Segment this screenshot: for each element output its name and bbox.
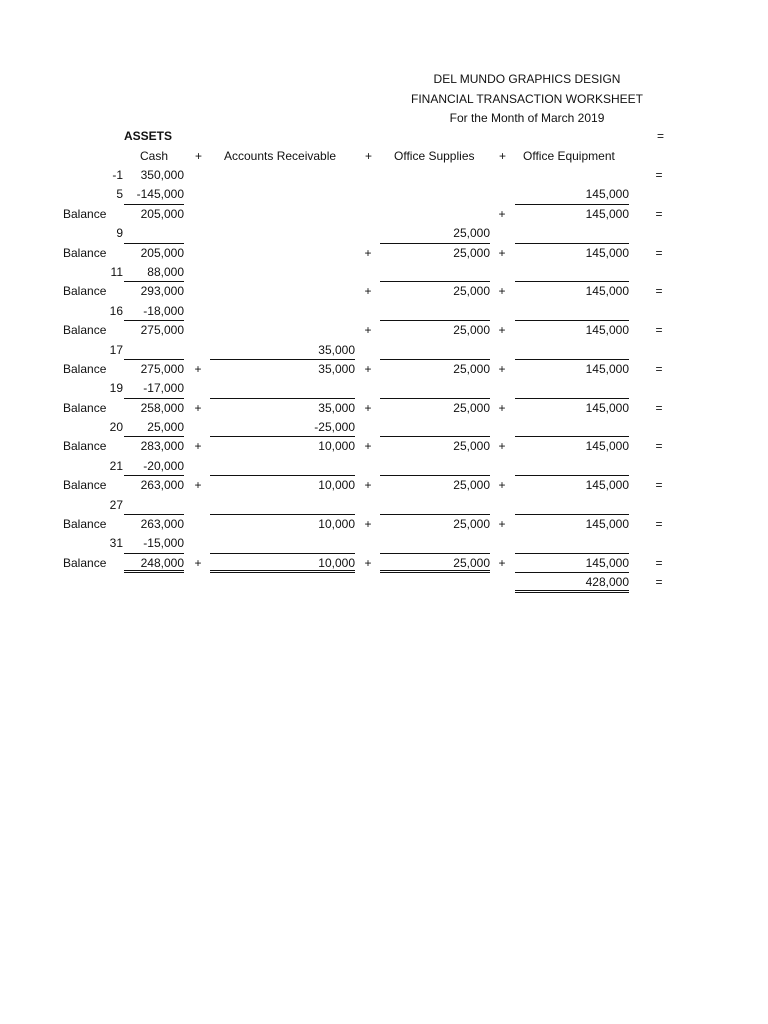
office-supplies-amount — [380, 302, 490, 321]
ledger-row — [0, 302, 768, 321]
plus-sign-header: + — [365, 149, 373, 163]
balance-label: Balance — [63, 517, 107, 532]
equals-sign-header: = — [657, 129, 665, 143]
plus-sign: + — [364, 478, 372, 493]
cash-amount: 263,000 — [140, 517, 184, 532]
plus-sign: + — [364, 284, 372, 299]
plus-sign: + — [498, 206, 506, 221]
accounts-receivable-amount: 35,000 — [318, 361, 355, 376]
ledger-row — [0, 263, 768, 282]
ledger-row — [0, 244, 768, 263]
ledger-row — [0, 282, 768, 301]
plus-sign: + — [364, 439, 372, 454]
office-supplies-amount: 25,000 — [453, 400, 490, 415]
office-equipment-amount — [515, 341, 629, 360]
office-supplies-amount — [380, 341, 490, 360]
cash-amount: 25,000 — [124, 418, 184, 437]
balance-label: Balance — [63, 439, 107, 454]
accounts-receivable-amount — [210, 534, 355, 553]
cash-amount: 205,000 — [140, 245, 184, 260]
equals-sign: = — [655, 245, 663, 260]
office-equipment-amount: 145,000 — [585, 284, 629, 299]
accounts-receivable-amount — [210, 496, 355, 515]
transaction-day: 31 — [109, 536, 123, 551]
cash-amount: -145,000 — [124, 185, 184, 204]
office-equipment-amount: 145,000 — [585, 361, 629, 376]
plus-sign: + — [498, 284, 506, 299]
plus-sign: + — [498, 323, 506, 338]
office-supplies-amount: 25,000 — [453, 245, 490, 260]
transaction-day: 17 — [109, 342, 123, 357]
cash-amount: -17,000 — [124, 379, 184, 398]
equals-sign: = — [655, 168, 663, 182]
office-supplies-amount: 25,000 — [380, 554, 490, 573]
accounts-receivable-amount — [210, 379, 355, 398]
office-supplies-amount — [380, 457, 490, 476]
balance-label: Balance — [63, 323, 107, 338]
plus-sign-header: + — [499, 149, 507, 163]
plus-sign: + — [498, 400, 506, 415]
office-supplies-amount: 25,000 — [380, 224, 490, 243]
office-supplies-amount: 25,000 — [453, 284, 490, 299]
ledger-row — [0, 360, 768, 379]
accounts-receivable-amount: 10,000 — [318, 439, 355, 454]
transaction-day: 21 — [109, 458, 123, 473]
office-supplies-amount: 25,000 — [453, 478, 490, 493]
plus-sign: + — [364, 361, 372, 376]
accounts-receivable-amount: 35,000 — [318, 400, 355, 415]
ledger-row — [0, 341, 768, 360]
office-equipment-amount: 145,000 — [585, 400, 629, 415]
ledger-row — [0, 534, 768, 553]
equals-sign: = — [655, 323, 663, 338]
ledger-row — [0, 554, 768, 573]
office-equipment-amount: 145,000 — [585, 206, 629, 221]
plus-sign: + — [194, 361, 202, 376]
ledger-row — [0, 437, 768, 456]
office-equipment-amount: 145,000 — [585, 323, 629, 338]
plus-sign: + — [498, 439, 506, 454]
office-equipment-amount — [515, 457, 629, 476]
ledger-row — [0, 205, 768, 224]
office-supplies-amount — [380, 379, 490, 398]
accounts-receivable-amount — [210, 457, 355, 476]
cash-amount: -18,000 — [124, 302, 184, 321]
worksheet-title: FINANCIAL TRANSACTION WORKSHEET — [410, 91, 644, 106]
office-supplies-amount — [380, 263, 490, 282]
office-supplies-amount — [380, 418, 490, 437]
cash-amount: -20,000 — [124, 457, 184, 476]
office-equipment-amount: 145,000 — [585, 478, 629, 493]
office-supplies-amount — [380, 534, 490, 553]
balance-label: Balance — [63, 245, 107, 260]
plus-sign: + — [194, 555, 202, 570]
office-equipment-amount — [515, 302, 629, 321]
office-supplies-amount: 25,000 — [453, 439, 490, 454]
equals-sign: = — [655, 361, 663, 376]
office-equipment-amount — [515, 224, 629, 243]
plus-sign: + — [364, 245, 372, 260]
balance-label: Balance — [63, 400, 107, 415]
office-supplies-amount: 25,000 — [453, 323, 490, 338]
plus-sign: + — [498, 245, 506, 260]
office-equipment-amount — [515, 534, 629, 553]
ledger-row — [0, 185, 768, 204]
plus-sign: + — [498, 555, 506, 570]
transaction-day: 27 — [109, 497, 123, 512]
plus-sign: + — [498, 517, 506, 532]
ledger-row — [0, 496, 768, 515]
plus-sign: + — [364, 555, 372, 570]
transaction-day: -1 — [112, 168, 123, 182]
balance-label: Balance — [63, 206, 107, 221]
ledger-row — [0, 166, 768, 185]
office-equipment-amount: 145,000 — [515, 554, 629, 573]
office-equipment-column-header: Office Equipment — [523, 149, 615, 163]
transaction-day: 9 — [116, 226, 123, 241]
ledger-rows — [0, 166, 768, 593]
cash-amount: 205,000 — [140, 206, 184, 221]
ledger-row — [0, 476, 768, 495]
office-equipment-amount — [515, 263, 629, 282]
equals-sign: = — [655, 400, 663, 415]
office-equipment-amount — [515, 418, 629, 437]
ledger-row — [0, 418, 768, 437]
ledger-row — [0, 457, 768, 476]
balance-label: Balance — [63, 478, 107, 493]
ledger-row — [0, 321, 768, 340]
transaction-day: 16 — [109, 303, 123, 318]
equals-sign: = — [655, 517, 663, 532]
cash-amount: -15,000 — [124, 534, 184, 553]
balance-label: Balance — [63, 284, 107, 299]
transaction-day: 20 — [109, 420, 123, 435]
plus-sign: + — [194, 439, 202, 454]
office-supplies-amount: 25,000 — [453, 361, 490, 376]
office-equipment-amount: 428,000 — [515, 573, 629, 592]
transaction-day: 11 — [110, 264, 123, 279]
plus-sign: + — [194, 400, 202, 415]
office-supplies-amount — [380, 496, 490, 515]
plus-sign-header: + — [195, 149, 203, 163]
assets-group-header: ASSETS — [124, 129, 173, 143]
plus-sign: + — [498, 478, 506, 493]
office-equipment-amount — [515, 496, 629, 515]
balance-label: Balance — [63, 361, 107, 376]
office-equipment-amount: 145,000 — [585, 517, 629, 532]
balance-label: Balance — [63, 555, 107, 570]
accounts-receivable-amount: 35,000 — [210, 341, 355, 360]
ledger-row — [0, 399, 768, 418]
plus-sign: + — [364, 517, 372, 532]
plus-sign: + — [364, 400, 372, 415]
cash-amount — [124, 496, 184, 515]
period-label: For the Month of March 2019 — [449, 111, 605, 125]
ledger-row — [0, 573, 768, 592]
office-equipment-amount: 145,000 — [585, 439, 629, 454]
accounts-receivable-column-header: Accounts Receivable — [224, 149, 337, 163]
cash-amount: 275,000 — [140, 361, 184, 376]
equals-sign: = — [655, 478, 663, 493]
cash-amount: 350,000 — [140, 168, 184, 182]
title-block — [360, 70, 694, 129]
cash-amount: 258,000 — [140, 400, 184, 415]
accounts-receivable-amount: 10,000 — [318, 478, 355, 493]
cash-amount: 283,000 — [140, 439, 184, 454]
cash-amount — [124, 224, 184, 243]
office-equipment-amount — [515, 379, 629, 398]
cash-amount — [124, 341, 184, 360]
cash-column-header: Cash — [140, 149, 169, 163]
ledger-row — [0, 224, 768, 243]
office-supplies-amount: 25,000 — [453, 517, 490, 532]
transaction-day: 19 — [109, 381, 123, 396]
accounts-receivable-amount: 10,000 — [318, 517, 355, 532]
equals-sign: = — [655, 555, 663, 570]
equals-sign: = — [655, 206, 663, 221]
accounts-receivable-amount: -25,000 — [210, 418, 355, 437]
equals-sign: = — [655, 575, 663, 590]
company-name: DEL MUNDO GRAPHICS DESIGN — [433, 72, 621, 86]
office-supplies-column-header: Office Supplies — [394, 149, 475, 163]
office-equipment-amount: 145,000 — [515, 185, 629, 204]
cash-amount: 293,000 — [140, 284, 184, 299]
cash-amount: 248,000 — [124, 554, 184, 573]
cash-amount: 263,000 — [140, 478, 184, 493]
equals-sign: = — [655, 284, 663, 299]
transaction-day: 5 — [116, 187, 123, 202]
office-equipment-amount: 145,000 — [585, 245, 629, 260]
ledger-row — [0, 515, 768, 534]
accounts-receivable-amount: 10,000 — [210, 554, 355, 573]
cash-amount: 88,000 — [124, 263, 184, 282]
ledger-row — [0, 379, 768, 398]
equals-sign: = — [655, 439, 663, 454]
plus-sign: + — [194, 478, 202, 493]
plus-sign: + — [498, 361, 506, 376]
cash-amount: 275,000 — [140, 323, 184, 338]
plus-sign: + — [364, 323, 372, 338]
